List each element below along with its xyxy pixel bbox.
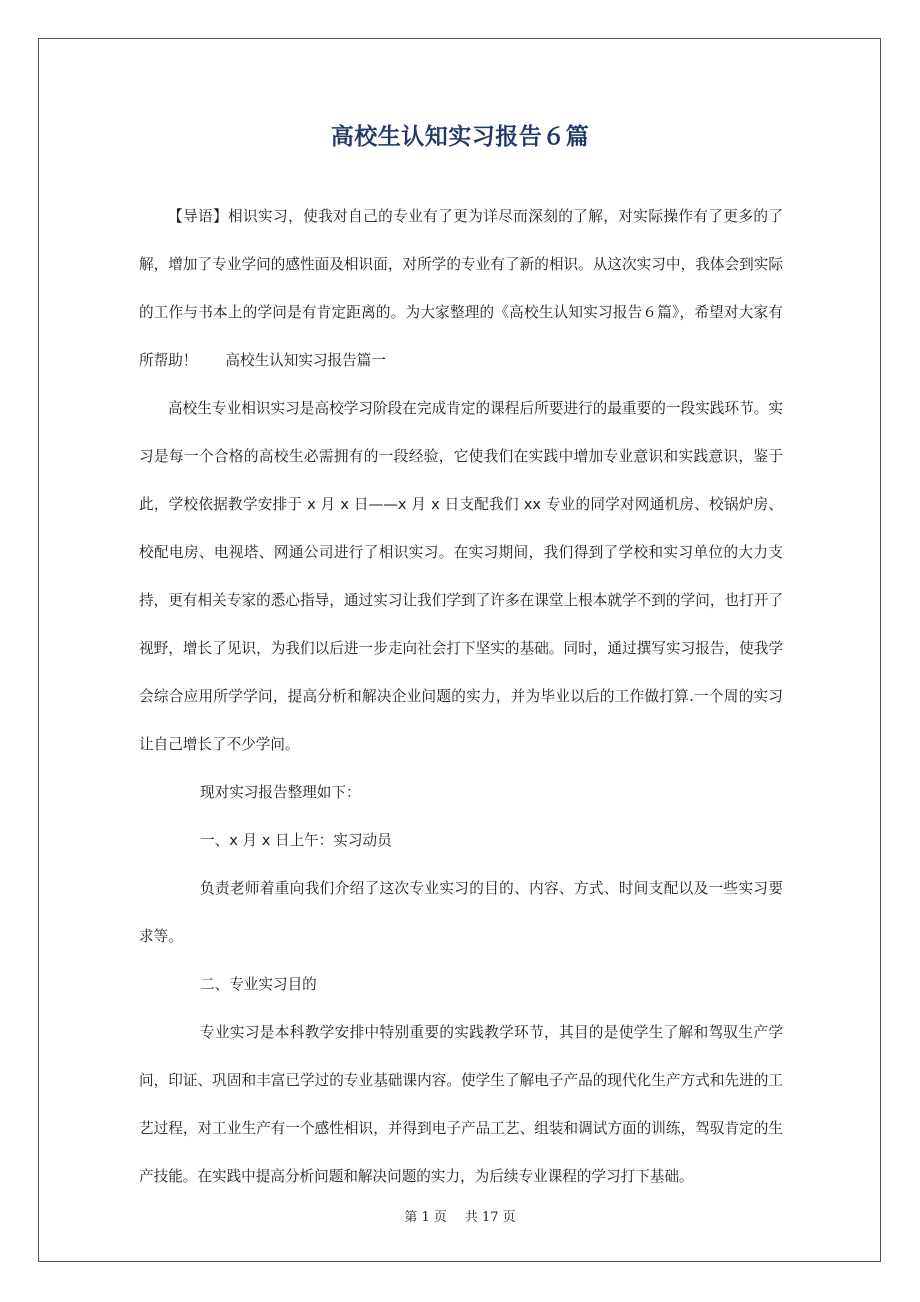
body-paragraph: 负责老师着重向我们介绍了这次专业实习的目的、内容、方式、时间支配以及一些实习要求等。 (139, 880, 783, 945)
body-paragraph: 高校生专业相识实习是高校学习阶段在完成肯定的课程后所要进行的最重要的一段实践环节。实习是每一个合格的高校生必需拥有的一段经验，它使我们在实践中增加专业意识和实践意识，鉴于此，学校依据教学安排于 x 月 x 日——x 月 x 日支配我们 xx 专业的同学对网通机房、校锅炉房、校配电房、电视塔、网通公司进行了相识实习。在实习期间，我们得到了学校和实习单位的大力支持，更有相关专家的悉心指导，通过实习让我们学到了许多在课堂上根本就学不到的学问，也打开了视野，增长了见识，为我们以后进一步走向社会打下坚实的基础。同时，通过撰写实习报告，使我学会综合应用所学学问，提高分析和解决企业问题的实力，并为毕业以后的工作做打算.一个周的实习让自己增长了不少学问。 (139, 400, 783, 753)
document-title: 高校生认知实习报告６篇 (330, 124, 590, 150)
page-number: 第 1 页 (404, 1210, 447, 1225)
intro-text: 【导语】相识实习，使我对自己的专业有了更为详尽而深刻的了解，对实际操作有了更多的了解，增加了专业学问的感性面及相识面，对所学的专业有了新的相识。从这次实习中，我体会到实际的工作与书本上的学问是有肯定距离的。为大家整理的《高校生认知实习报告６篇》，希望对大家有所帮助！ (139, 208, 783, 369)
intro-paragraph (139, 193, 783, 385)
page-total: 共 17 页 (464, 1210, 516, 1225)
document-body (139, 193, 783, 1201)
section-one-heading: 高校生认知实习报告篇一 (225, 352, 386, 369)
section-heading: 二、专业实习目的 (200, 976, 317, 993)
section-heading: 一、x 月 x 日上午：实习动员 (200, 832, 392, 849)
body-paragraph: 专业实习是本科教学安排中特别重要的实践教学环节，其目的是使学生了解和驾驭生产学问，印证、巩固和丰富已学过的专业基础课内容。使学生了解电子产品的现代化生产方式和先进的工艺过程，对工业生产有一个感性相识，并得到电子产品工艺、组装和调试方面的训练，驾驭肯定的生产技能。在实践中提高分析问题和解决问题的实力，为后续专业课程的学习打下基础。 (139, 1024, 783, 1185)
body-paragraph: 现对实习报告整理如下： (200, 784, 361, 801)
page-footer (0, 1206, 920, 1225)
